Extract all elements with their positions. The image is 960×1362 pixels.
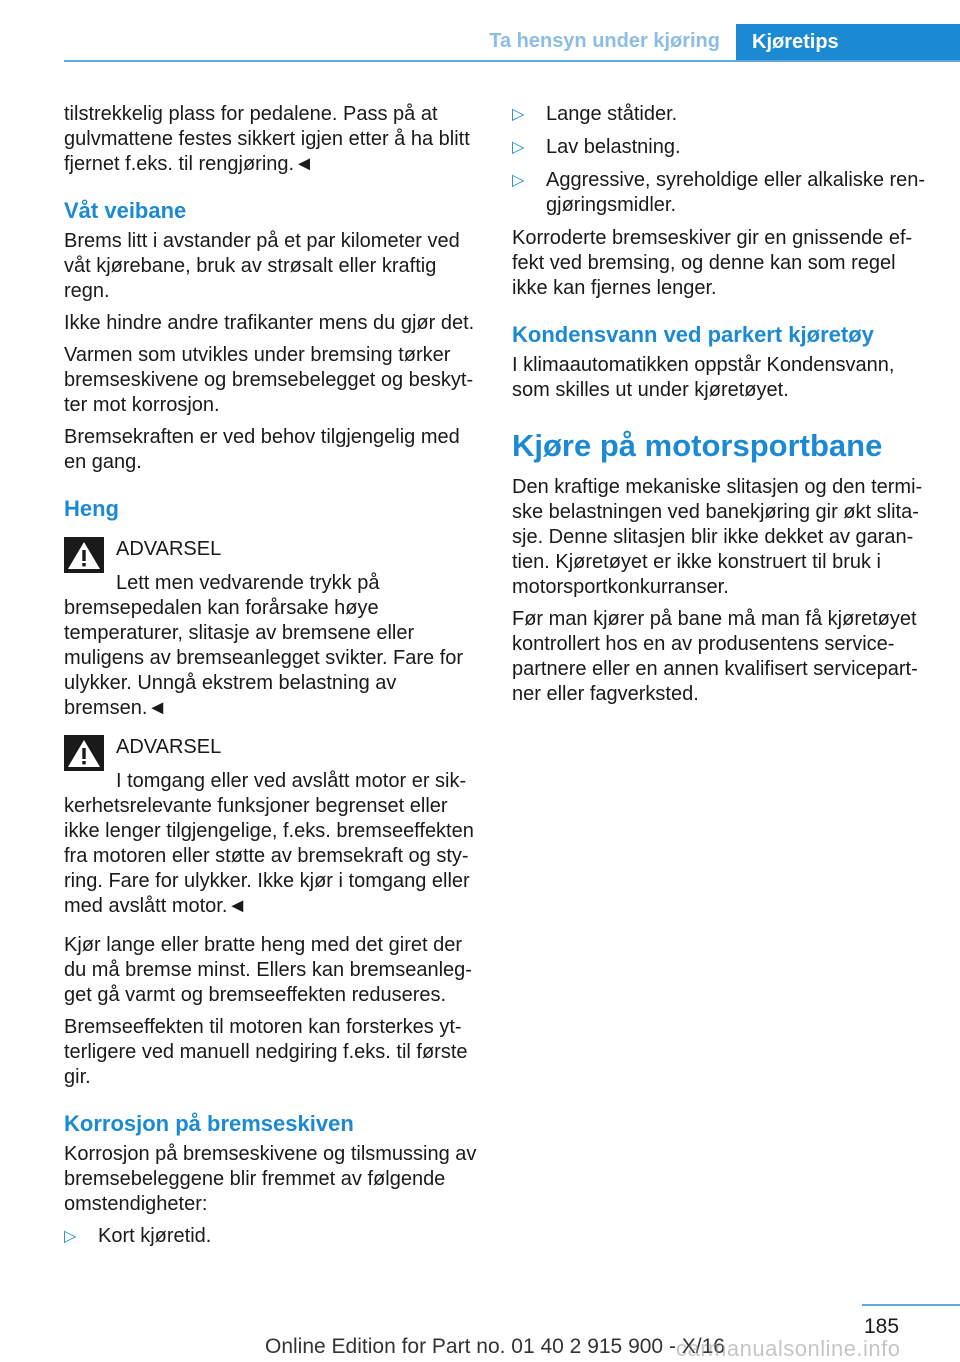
warning-block (64, 735, 478, 919)
wet-paragraph: Brems litt i avstander på et par kilometer ved våt kjørebane, bruk av strøsalt eller kraftig regn. (64, 230, 460, 302)
wet-road-heading: Våt veibane (64, 198, 187, 223)
bullet-list (512, 102, 926, 218)
page-number: 185 (864, 1315, 900, 1338)
list-item (64, 1224, 478, 1249)
wet-paragraph: Bremsekraften er ved behov tilgjengelig med en gang. (64, 426, 460, 473)
page-header (0, 0, 960, 62)
condensate-heading: Kondensvann ved parkert kjøretøy (512, 322, 874, 347)
warning-text: I tomgang eller ved avslått motor er sikkerhetsrelevante funksjoner begrenset eller ikke lenger tilgjengelige, f.eks. bremseeffekten fra motoren eller støtte av bremsekraft og styring. Fare for ulykker. Ikke kjør i tomgang eller med avslått motor.◄ (64, 770, 474, 917)
intro-paragraph: tilstrekkelig plass for pedalene. Pass på at gulvmattene festes sikkert igjen etter å ha blitt fjernet f.eks. til rengjøring.◄ (64, 103, 470, 175)
warning-block (64, 537, 478, 721)
corrosion-heading: Korrosjon på bremseskiven (64, 1111, 354, 1136)
header-section-title: Ta hensyn under kjøring (489, 30, 720, 52)
corrosion-paragraph: Korrosjon på bremseskivene og tilsmussing av bremsebeleggene blir fremmet av følgende omstendigheter: (64, 1143, 477, 1215)
warning-triangle-icon (64, 735, 104, 771)
watermark: carmanualsonline.info (676, 1336, 901, 1361)
slope-paragraph: Kjør lange eller bratte heng med det giret der du må bremse minst. Ellers kan bremseanlegget gå varmt og bremseeffekten reduseres. (64, 934, 472, 1006)
edition-line: Online Edition for Part no. 01 40 2 915 900 - X/16 (265, 1335, 725, 1358)
condensate-paragraph: I klimaautomatikken oppstår Kondensvann, som skilles ut under kjøretøyet. (512, 354, 895, 401)
left-column (64, 102, 478, 1257)
list-item (512, 135, 926, 160)
list-item (512, 102, 926, 127)
wet-paragraph: Varmen som utvikles under bremsing tørker bremseskivene og bremsebelegget og beskytter mot korrosjon. (64, 344, 474, 416)
list-item-text: Lange ståtider. (546, 103, 678, 125)
warning-text: Lett men vedvarende trykk på bremsepedalen kan forårsake høye temperaturer, slitasje av bremsene eller muligens av bremseanlegget svikter. Fare for ulykker. Unngå ekstrem belastning av bremsen.◄ (64, 572, 464, 719)
triangle-right-icon: ▷ (512, 139, 525, 156)
track-heading: Kjøre på motorsportbane (512, 428, 883, 463)
list-item (512, 168, 926, 218)
warning-triangle-icon (64, 537, 104, 573)
corroded-paragraph: Korroderte bremseskiver gir en gnissende effekt ved bremsing, og denne kan som regel ikke kan fjernes lenger. (512, 227, 913, 299)
list-item-text: Lav belastning. (546, 136, 681, 158)
header-chapter-tab (736, 24, 960, 62)
header-chapter-label: Kjøretips (752, 31, 839, 53)
track-paragraph: Før man kjører på bane må man få kjøretøyet kontrollert hos en av produsentens servicepartnere eller en annen kvalifisert servicepartner eller fagverksted. (512, 608, 918, 705)
wet-paragraph: Ikke hindre andre trafikanter mens du gjør det. (64, 312, 475, 334)
triangle-right-icon: ▷ (64, 1228, 77, 1245)
warning-label: ADVARSEL (116, 736, 222, 758)
triangle-right-icon: ▷ (512, 172, 525, 189)
list-item-text: Aggressive, syreholdige eller alkaliske rengjøringsmidler. (546, 169, 926, 216)
list-item-text: Kort kjøretid. (98, 1225, 212, 1247)
bullet-list (64, 1224, 478, 1249)
footer-rule (862, 1304, 960, 1306)
header-rule (64, 60, 960, 62)
track-paragraph: Den kraftige mekaniske slitasjen og den termiske belastningen ved banekjøring gir økt slitasje. Denne slitasjen blir ikke dekket av garantien. Kjøretøyet er ikke konstruert til bruk i motorsportkonkurranser. (512, 476, 923, 598)
triangle-right-icon: ▷ (512, 106, 525, 123)
slope-paragraph: Bremseeffekten til motoren kan forsterkes ytterligere ved manuell nedgiring f.eks. til første gir. (64, 1016, 468, 1088)
warning-label: ADVARSEL (116, 538, 222, 560)
right-column (512, 102, 926, 714)
slope-heading: Heng (64, 496, 119, 521)
